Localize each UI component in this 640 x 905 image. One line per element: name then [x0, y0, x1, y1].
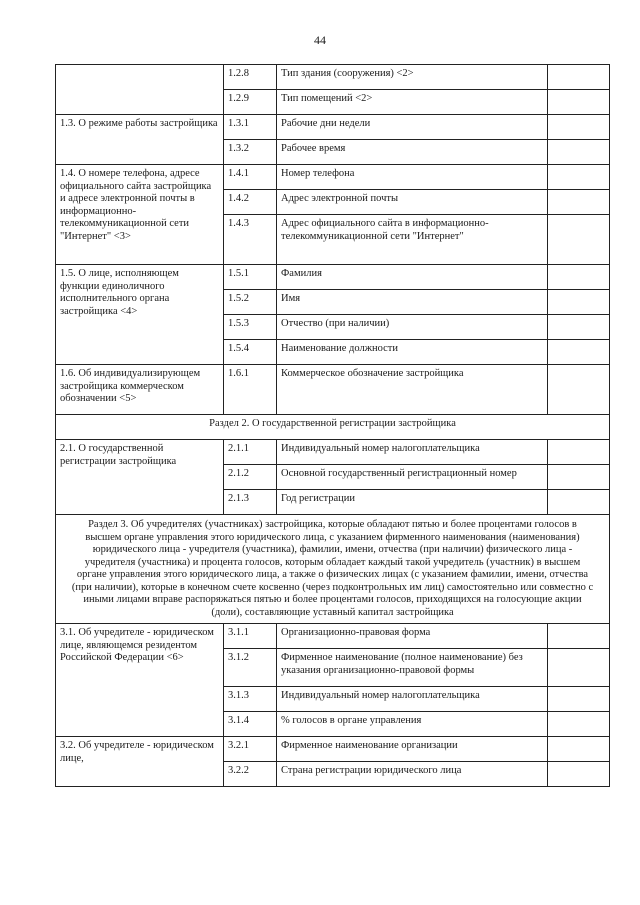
item-number: 2.1.2: [224, 465, 277, 490]
item-label: Страна регистрации юридического лица: [277, 762, 548, 787]
value-cell[interactable]: [548, 687, 610, 712]
value-cell[interactable]: [548, 712, 610, 737]
group-label: 1.3. О режиме работы застройщика: [56, 115, 224, 165]
item-number: 1.3.1: [224, 115, 277, 140]
item-number: 3.1.2: [224, 649, 277, 687]
table-row: [56, 440, 610, 465]
disclosure-table: [55, 64, 610, 787]
table-row: [56, 165, 610, 190]
item-number: 3.1.3: [224, 687, 277, 712]
item-number: 1.5.3: [224, 315, 277, 340]
value-cell[interactable]: [548, 624, 610, 649]
item-number: 1.6.1: [224, 365, 277, 415]
item-label: Индивидуальный номер налогоплательщика: [277, 440, 548, 465]
value-cell[interactable]: [548, 190, 610, 215]
item-number: 1.2.9: [224, 90, 277, 115]
item-label: Номер телефона: [277, 165, 548, 190]
value-cell[interactable]: [548, 290, 610, 315]
item-label: Фирменное наименование организации: [277, 737, 548, 762]
item-label: Коммерческое обозначение застройщика: [277, 365, 548, 415]
item-number: 1.4.2: [224, 190, 277, 215]
value-cell[interactable]: [548, 165, 610, 190]
item-number: 3.2.1: [224, 737, 277, 762]
item-label: Тип помещений <2>: [277, 90, 548, 115]
table-row: [56, 65, 610, 90]
section-row: [56, 515, 610, 624]
value-cell[interactable]: [548, 265, 610, 290]
item-number: 2.1.3: [224, 490, 277, 515]
group-cell: [56, 65, 224, 115]
item-label: Организационно-правовая форма: [277, 624, 548, 649]
section-heading: Раздел 2. О государственной регистрации застройщика: [56, 415, 610, 440]
item-number: 1.2.8: [224, 65, 277, 90]
value-cell[interactable]: [548, 465, 610, 490]
value-cell[interactable]: [548, 90, 610, 115]
table-row: [56, 265, 610, 290]
section-row: [56, 415, 610, 440]
item-number: 1.4.3: [224, 215, 277, 265]
item-number: 2.1.1: [224, 440, 277, 465]
item-label: Адрес электронной почты: [277, 190, 548, 215]
table-row: [56, 624, 610, 649]
section-heading: Раздел 3. Об учредителях (участниках) застройщика, которые обладают пятью и более процентами голосов в высшем органе управления этого юридического лица, с указанием фирменного наименования (наименования) юридического лица - учредителя (участника), фамилии, имени, отчества (при наличии) физического лица - учредителя (участника) и процента голосов, которым обладает каждый такой учредитель (участник) в высшем органе управления этого юридического лица, а также о физических лицах (с указанием фамилии, имени, отчества (при наличии), которые в конечном счете косвенно (через подконтрольных им лиц) самостоятельно или совместно с иными лицами вправе распоряжаться пятью и более процентами голосов, приходящихся на голосующие акции (доли), составляющие уставный капитал застройщика: [56, 515, 610, 624]
item-number: 1.4.1: [224, 165, 277, 190]
item-label: Фирменное наименование (полное наименование) без указания организационно-правовой формы: [277, 649, 548, 687]
group-label: 3.1. Об учредителе - юридическом лице, являющемся резидентом Российской Федерации <6>: [56, 624, 224, 737]
value-cell[interactable]: [548, 365, 610, 415]
item-number: 3.1.4: [224, 712, 277, 737]
item-number: 1.3.2: [224, 140, 277, 165]
item-label: Имя: [277, 290, 548, 315]
page-number: 44: [314, 33, 326, 47]
value-cell[interactable]: [548, 490, 610, 515]
item-number: 1.5.4: [224, 340, 277, 365]
group-label: 1.6. Об индивидуализирующем застройщика коммерческом обозначении <5>: [56, 365, 224, 415]
item-number: 1.5.1: [224, 265, 277, 290]
value-cell[interactable]: [548, 737, 610, 762]
item-label: Адрес официального сайта в информационно-телекоммуникационной сети "Интернет": [277, 215, 548, 265]
value-cell[interactable]: [548, 140, 610, 165]
item-number: 3.1.1: [224, 624, 277, 649]
group-label: 2.1. О государственной регистрации застройщика: [56, 440, 224, 515]
item-label: Наименование должности: [277, 340, 548, 365]
table-row: [56, 115, 610, 140]
value-cell[interactable]: [548, 215, 610, 265]
table-row: [56, 737, 610, 762]
value-cell[interactable]: [548, 65, 610, 90]
item-label: Индивидуальный номер налогоплательщика: [277, 687, 548, 712]
group-label: 1.5. О лице, исполняющем функции единоличного исполнительного органа застройщика <4>: [56, 265, 224, 365]
value-cell[interactable]: [548, 762, 610, 787]
group-label: 3.2. Об учредителе - юридическом лице,: [56, 737, 224, 787]
value-cell[interactable]: [548, 340, 610, 365]
table-row: [56, 365, 610, 415]
item-label: Рабочее время: [277, 140, 548, 165]
item-label: Фамилия: [277, 265, 548, 290]
item-label: Тип здания (сооружения) <2>: [277, 65, 548, 90]
item-label: Рабочие дни недели: [277, 115, 548, 140]
value-cell[interactable]: [548, 115, 610, 140]
item-number: 1.5.2: [224, 290, 277, 315]
value-cell[interactable]: [548, 440, 610, 465]
value-cell[interactable]: [548, 649, 610, 687]
item-label: % голосов в органе управления: [277, 712, 548, 737]
item-label: Основной государственный регистрационный номер: [277, 465, 548, 490]
group-label: 1.4. О номере телефона, адресе официального сайта застройщика и адресе электронной почты в информационно-телекоммуникационной сети "Интернет" <3>: [56, 165, 224, 265]
item-number: 3.2.2: [224, 762, 277, 787]
value-cell[interactable]: [548, 315, 610, 340]
item-label: Отчество (при наличии): [277, 315, 548, 340]
item-label: Год регистрации: [277, 490, 548, 515]
